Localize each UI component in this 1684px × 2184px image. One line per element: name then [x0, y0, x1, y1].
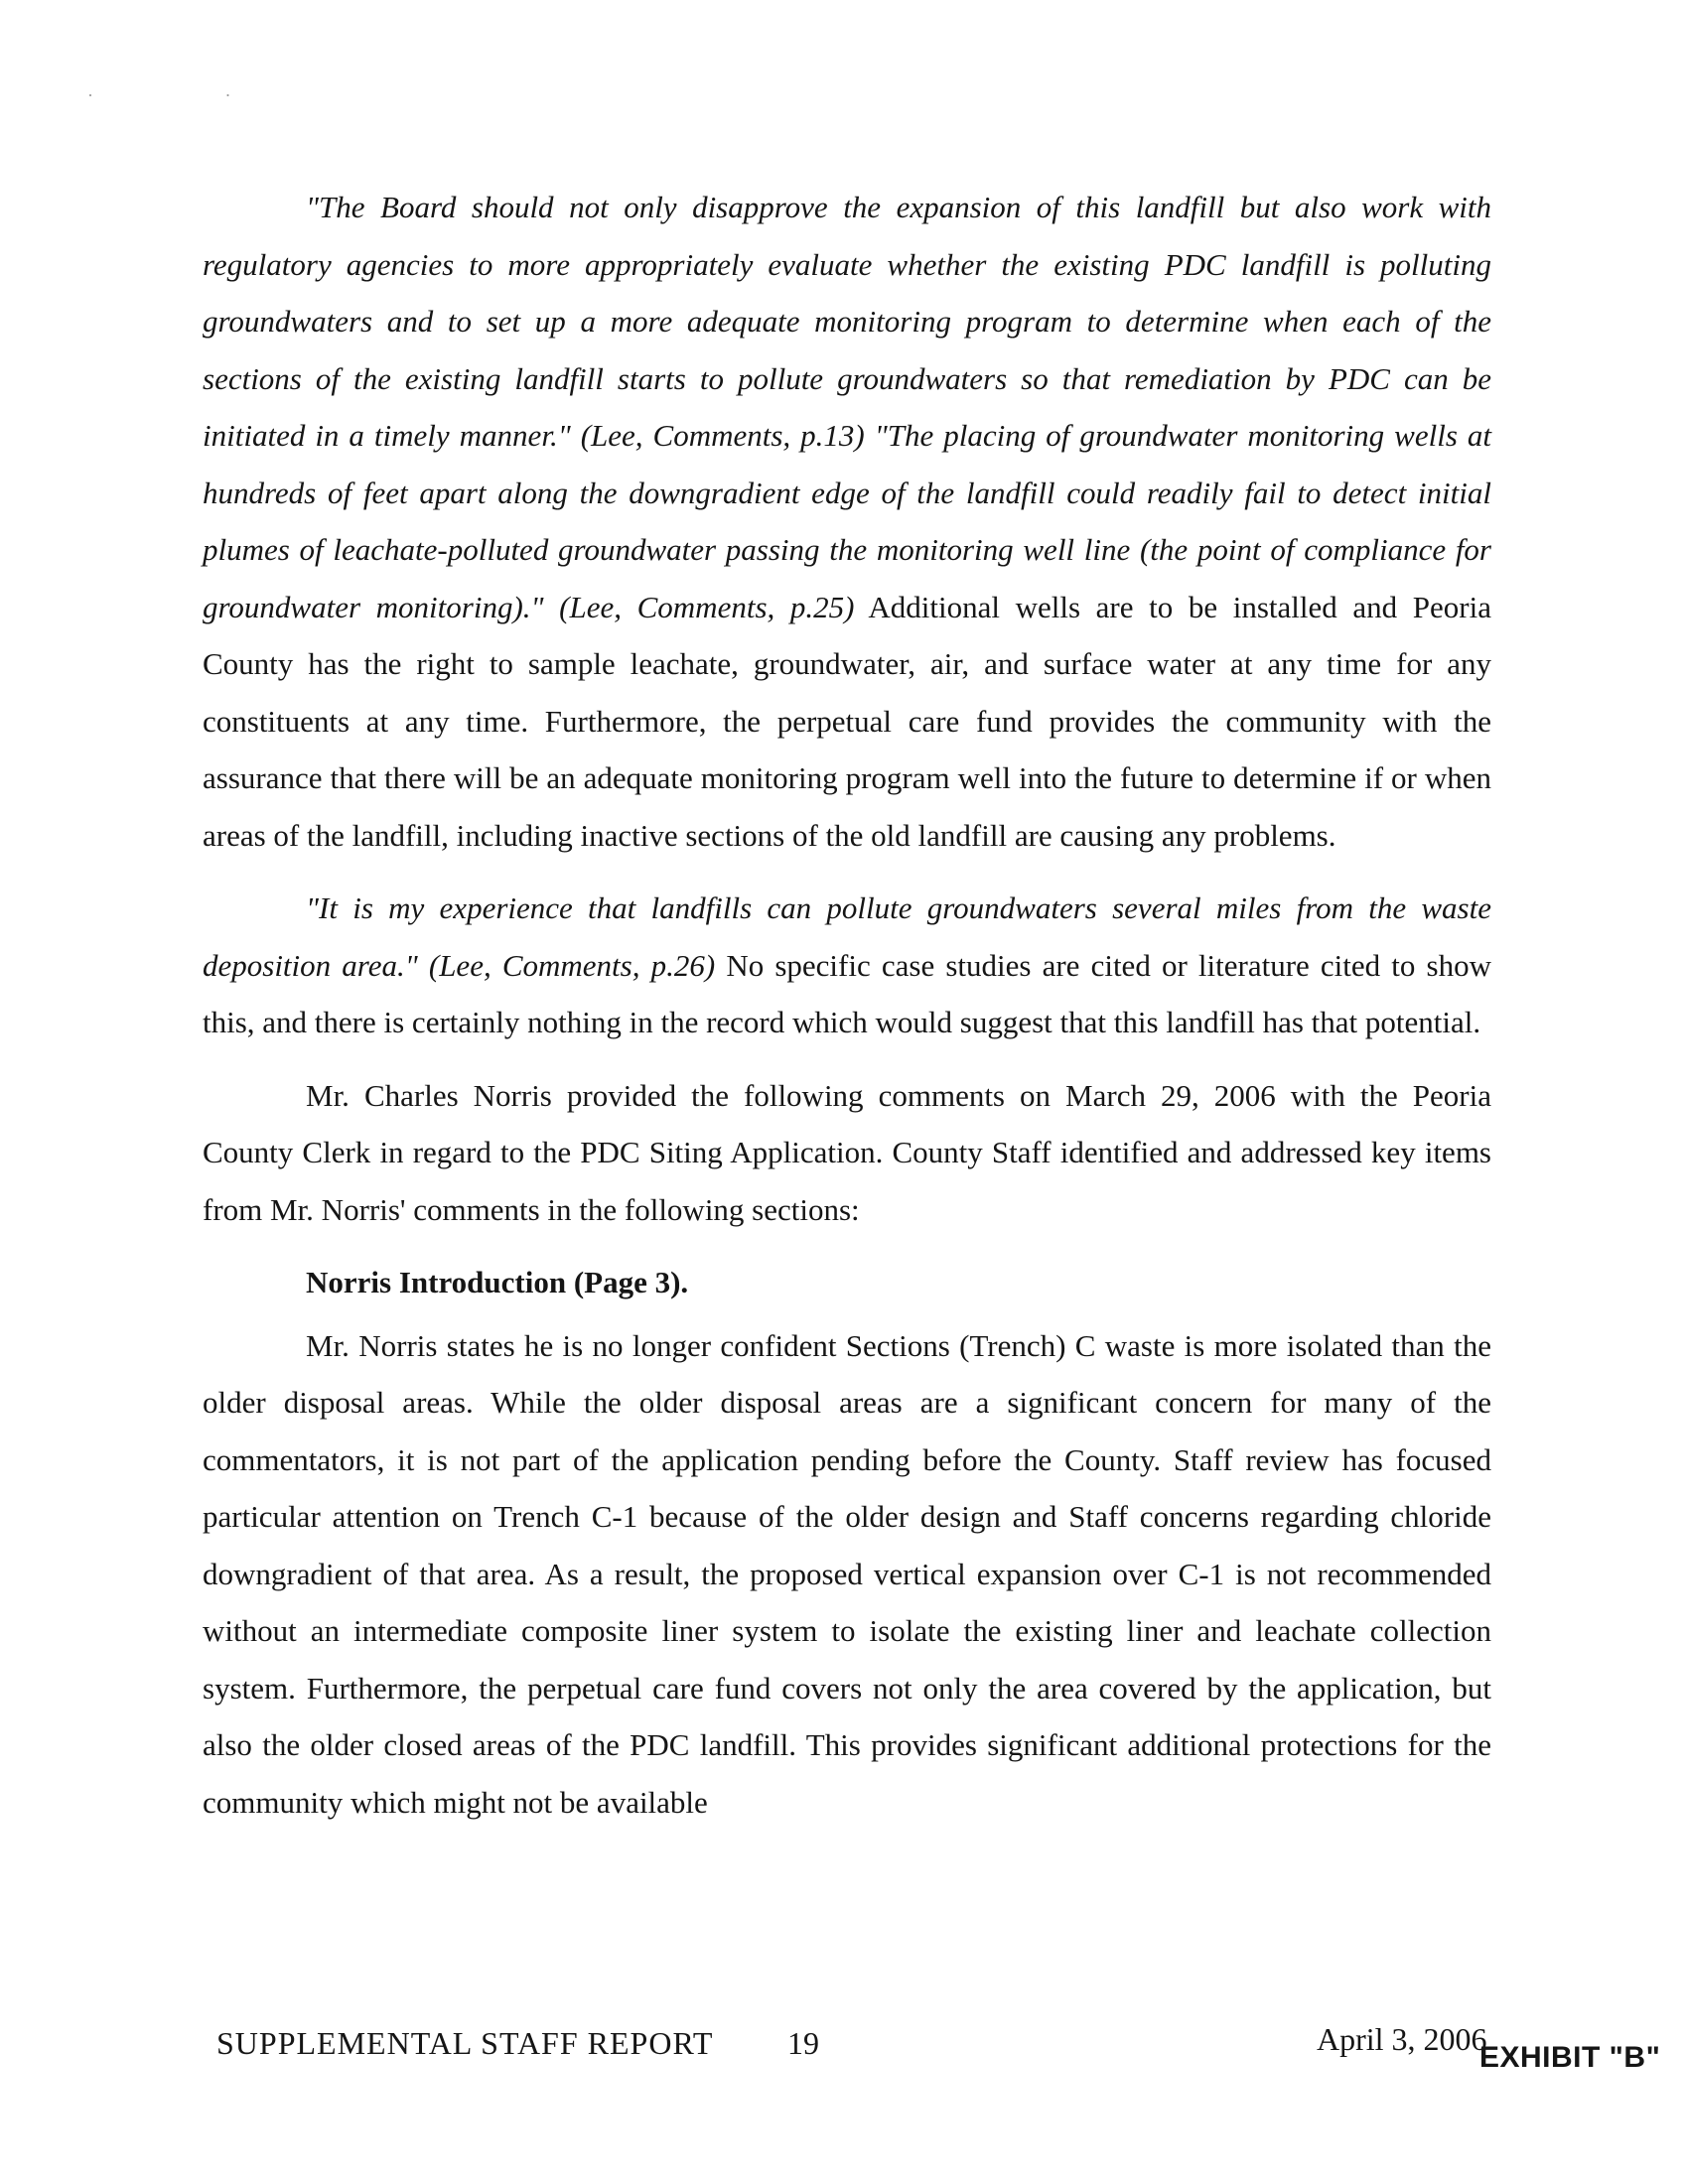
footer-date: April 3, 2006 — [1317, 2021, 1487, 2057]
document-body — [203, 179, 1491, 1831]
paragraph-lee-monitoring — [203, 179, 1491, 864]
quote-lee-p26: "It is my experience that landfills can pollute groundwaters several miles from the waste deposition area." (Lee, Comments, p.26) — [203, 890, 1491, 983]
exhibit-stamp: EXHIBIT "B" — [1479, 2041, 1661, 2074]
paragraph-norris-intro: Mr. Charles Norris provided the following comments on March 29, 2006 with the Peoria County Clerk in regard to the PDC Siting Application. County Staff identified and addressed key items from Mr. Norris' comments in the following sections: — [203, 1077, 1491, 1227]
quote-lee-p13: "The Board should not only disapprove the expansion of this landfill but also work with regulatory agencies to more appropriately evaluate whether the existing PDC landfill is polluting groundwaters and to set up a more adequate monitoring program to determine when each of the sections of the existing landfill starts to pollute groundwaters so that remediation by PDC can be initiated in a timely manner." (Lee, Comments, p.13) — [203, 190, 1491, 453]
response-text-pollution-distance: No specific case studies are cited or literature cited to show this, and there is certainly nothing in the record which would suggest that this landfill has that potential. — [203, 947, 1491, 1039]
scan-specks: · · — [87, 85, 295, 105]
paragraph-lee-pollution-distance — [203, 880, 1491, 1051]
quote-lee-p25: "The placing of groundwater monitoring wells at hundreds of feet apart along the downgradient edge of the landfill could readily fail to detect initial plumes of leachate-polluted groundwater passing the monitoring well line (the point of compliance for groundwater monitoring)." (Lee, Comments, p.25) — [203, 418, 1491, 624]
response-text-monitoring: Additional wells are to be installed and Peoria County has the right to sample leachate, groundwater, air, and surface water at any time for any constituents at any time. Furthermore, the perpetual care fund provides the community with the assurance that there will be an adequate monitoring program well into the future to determine if or when areas of the landfill, including inactive sections of the old landfill are causing any problems. — [203, 589, 1491, 853]
footer-page-number: 19 — [787, 2025, 819, 2061]
section-heading-norris-introduction: Norris Introduction (Page 3). — [306, 1265, 689, 1299]
footer-report-title: SUPPLEMENTAL STAFF REPORT — [216, 2025, 714, 2061]
paragraph-norris-trench-c: Mr. Norris states he is no longer confident Sections (Trench) C waste is more isolated than the older disposal areas. While the older disposal areas are a significant concern for many of the commentators, it is not part of the application pending before the County. Staff review has focused particular attention on Trench C-1 because of the older design and Staff concerns regarding chloride downgradient of that area. As a result, the proposed vertical expansion over C-1 is not recommended without an intermediate composite liner system to isolate the existing liner and leachate collection system. Furthermore, the perpetual care fund covers not only the area covered by the application, but also the older closed areas of the PDC landfill. This provides significant additional protections for the community which might not be available — [203, 1327, 1491, 1820]
